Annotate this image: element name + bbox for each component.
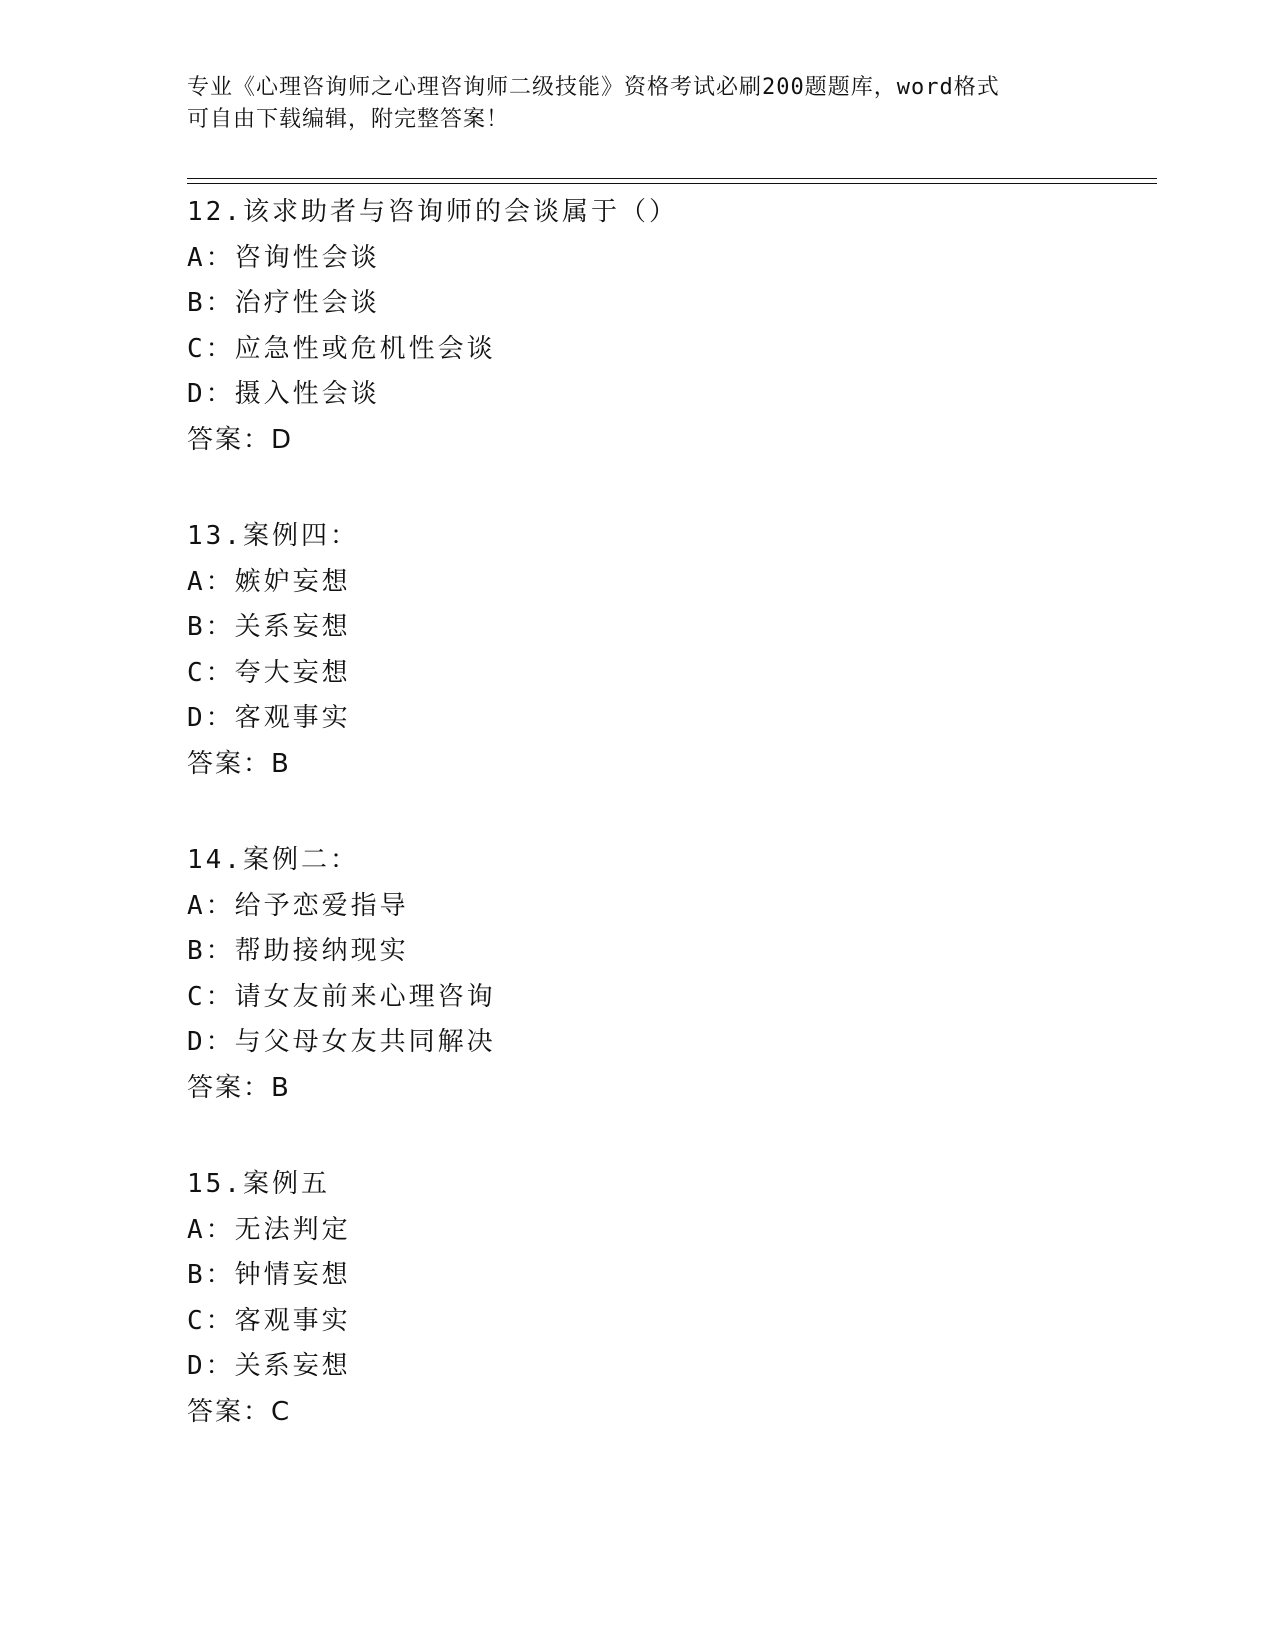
option-c: C：应急性或危机性会谈 <box>187 333 496 364</box>
option-d: D：客观事实 <box>187 703 351 733</box>
option-a: A：给予恋爱指导 <box>187 890 409 921</box>
option-c: C：客观事实 <box>187 1305 351 1336</box>
question-12 <box>187 190 1147 463</box>
option-b: B：治疗性会谈 <box>187 288 380 318</box>
question-14 <box>187 838 1147 1111</box>
question-stem: 13.案例四： <box>187 521 359 551</box>
option-d: D：与父母女友共同解决 <box>187 1027 496 1057</box>
header-divider-top <box>187 178 1157 179</box>
answer-line: 答案：C <box>187 1396 292 1427</box>
header-divider-bottom <box>187 183 1157 184</box>
option-b: B：帮助接纳现实 <box>187 936 409 966</box>
question-stem: 15.案例五 <box>187 1169 330 1199</box>
header-title-line-1: 专业《心理咨询师之心理咨询师二级技能》资格考试必刷200题题库，word格式 <box>187 75 1000 100</box>
option-a: A：嫉妒妄想 <box>187 566 351 597</box>
option-b: B：钟情妄想 <box>187 1260 351 1290</box>
answer-line: 答案：B <box>187 1072 291 1103</box>
header-title-line-2: 可自由下载编辑，附完整答案！ <box>187 107 510 132</box>
answer-line: 答案：D <box>187 424 294 455</box>
question-stem: 14.案例二： <box>187 845 359 875</box>
option-a: A：咨询性会谈 <box>187 242 380 273</box>
answer-line: 答案：B <box>187 748 291 779</box>
option-d: D：关系妄想 <box>187 1351 351 1381</box>
option-c: C：请女友前来心理咨询 <box>187 981 496 1012</box>
option-a: A：无法判定 <box>187 1214 351 1245</box>
question-15 <box>187 1162 1147 1435</box>
question-stem: 12.该求助者与咨询师的会谈属于（） <box>187 197 678 227</box>
question-13 <box>187 514 1147 787</box>
document-header <box>187 72 1067 136</box>
option-c: C：夸大妄想 <box>187 657 351 688</box>
question-list <box>187 190 1147 1486</box>
option-d: D：摄入性会谈 <box>187 379 380 409</box>
option-b: B：关系妄想 <box>187 612 351 642</box>
